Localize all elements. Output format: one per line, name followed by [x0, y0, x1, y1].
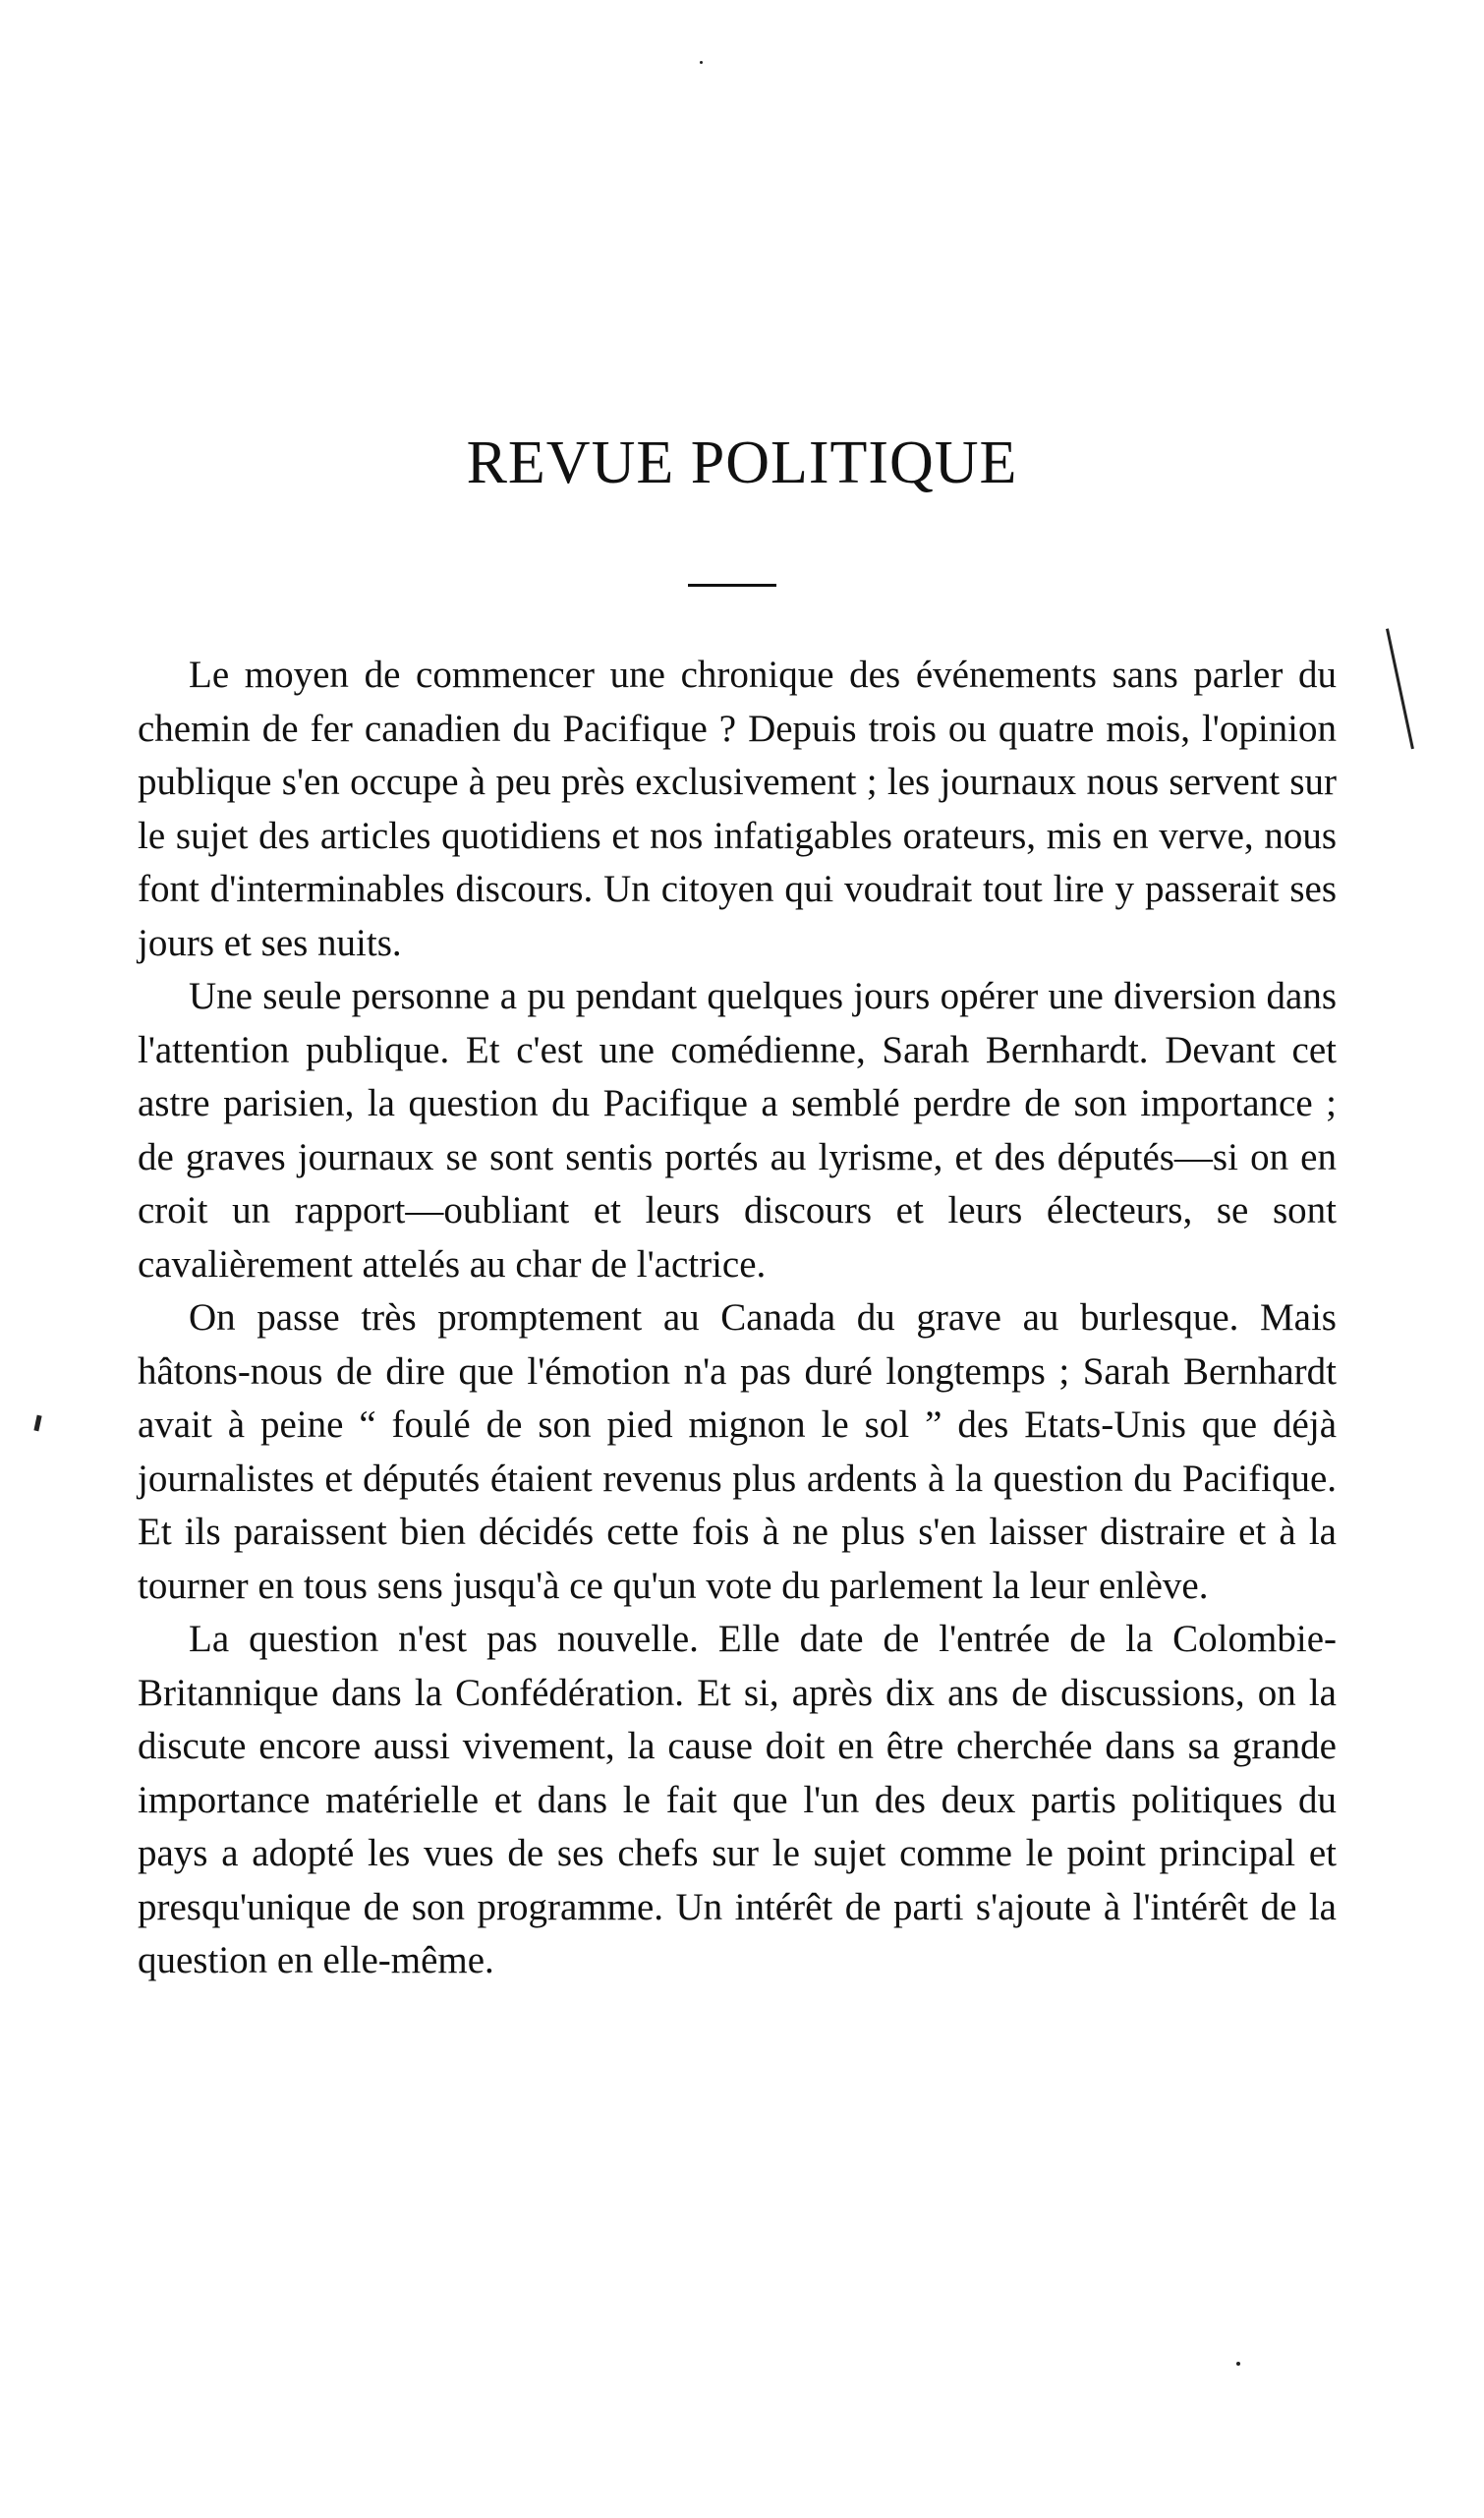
- title-rule: [688, 584, 776, 587]
- paragraph-1: Le moyen de commencer une chronique des événements sans parler du chemin de fer canadien du Pacifique ? Depuis trois ou quatre mois, l'opinion publique s'en occupe à peu près exclusivement ; les journaux nous servent sur le sujet des articles quotidiens et nos infatigables orateurs, mis en verve, nous font d'interminables discours. Un citoyen qui voudrait tout lire y passerait ses jours et ses nuits.: [138, 654, 1337, 964]
- margin-mark: [1386, 628, 1414, 749]
- paragraph-3: On passe très promptement au Canada du grave au burlesque. Mais hâtons-nous de dire que l'émotion n'a pas duré longtemps ; Sarah Bernhardt avait à peine “ foulé de son pied mignon le sol ” des Etats-Unis que déjà journalistes et députés étaient revenus plus ardents à la question du Pacifique. Et ils paraissent bien décidés cette fois à ne plus s'en laisser distraire et à la tourner en tous sens jusqu'à ce qu'un vote du parlement la leur enlève.: [138, 1296, 1337, 1607]
- page-title: REVUE POLITIQUE: [466, 429, 1018, 496]
- print-speck: [700, 61, 703, 64]
- print-speck-footer: [1236, 2362, 1240, 2366]
- article-body: [138, 649, 1337, 1988]
- paragraph-2: Une seule personne a pu pendant quelques jours opérer une diversion dans l'attention publique. Et c'est une comédienne, Sarah Bernhardt. Devant cet astre parisien, la question du Pacifique a semblé perdre de son importance ; de graves journaux se sont sentis portés au lyrisme, et des députés—si on en croit un rapport—oubliant et leurs discours et leurs électeurs, se sont cavalièrement attelés au char de l'actrice.: [138, 975, 1337, 1286]
- margin-tick: [33, 1415, 41, 1432]
- paragraph-4: La question n'est pas nouvelle. Elle date de l'entrée de la Colombie-Britannique dans la Confédération. Et si, après dix ans de discussions, on la discute encore aussi vivement, la cause doit en être cherchée dans sa grande importance matérielle et dans le fait que l'un des deux partis politiques du pays a adopté les vues de ses chefs sur le sujet comme le point principal et presqu'unique de son programme. Un intérêt de parti s'ajoute à l'intérêt de la question en elle-même.: [138, 1618, 1337, 1981]
